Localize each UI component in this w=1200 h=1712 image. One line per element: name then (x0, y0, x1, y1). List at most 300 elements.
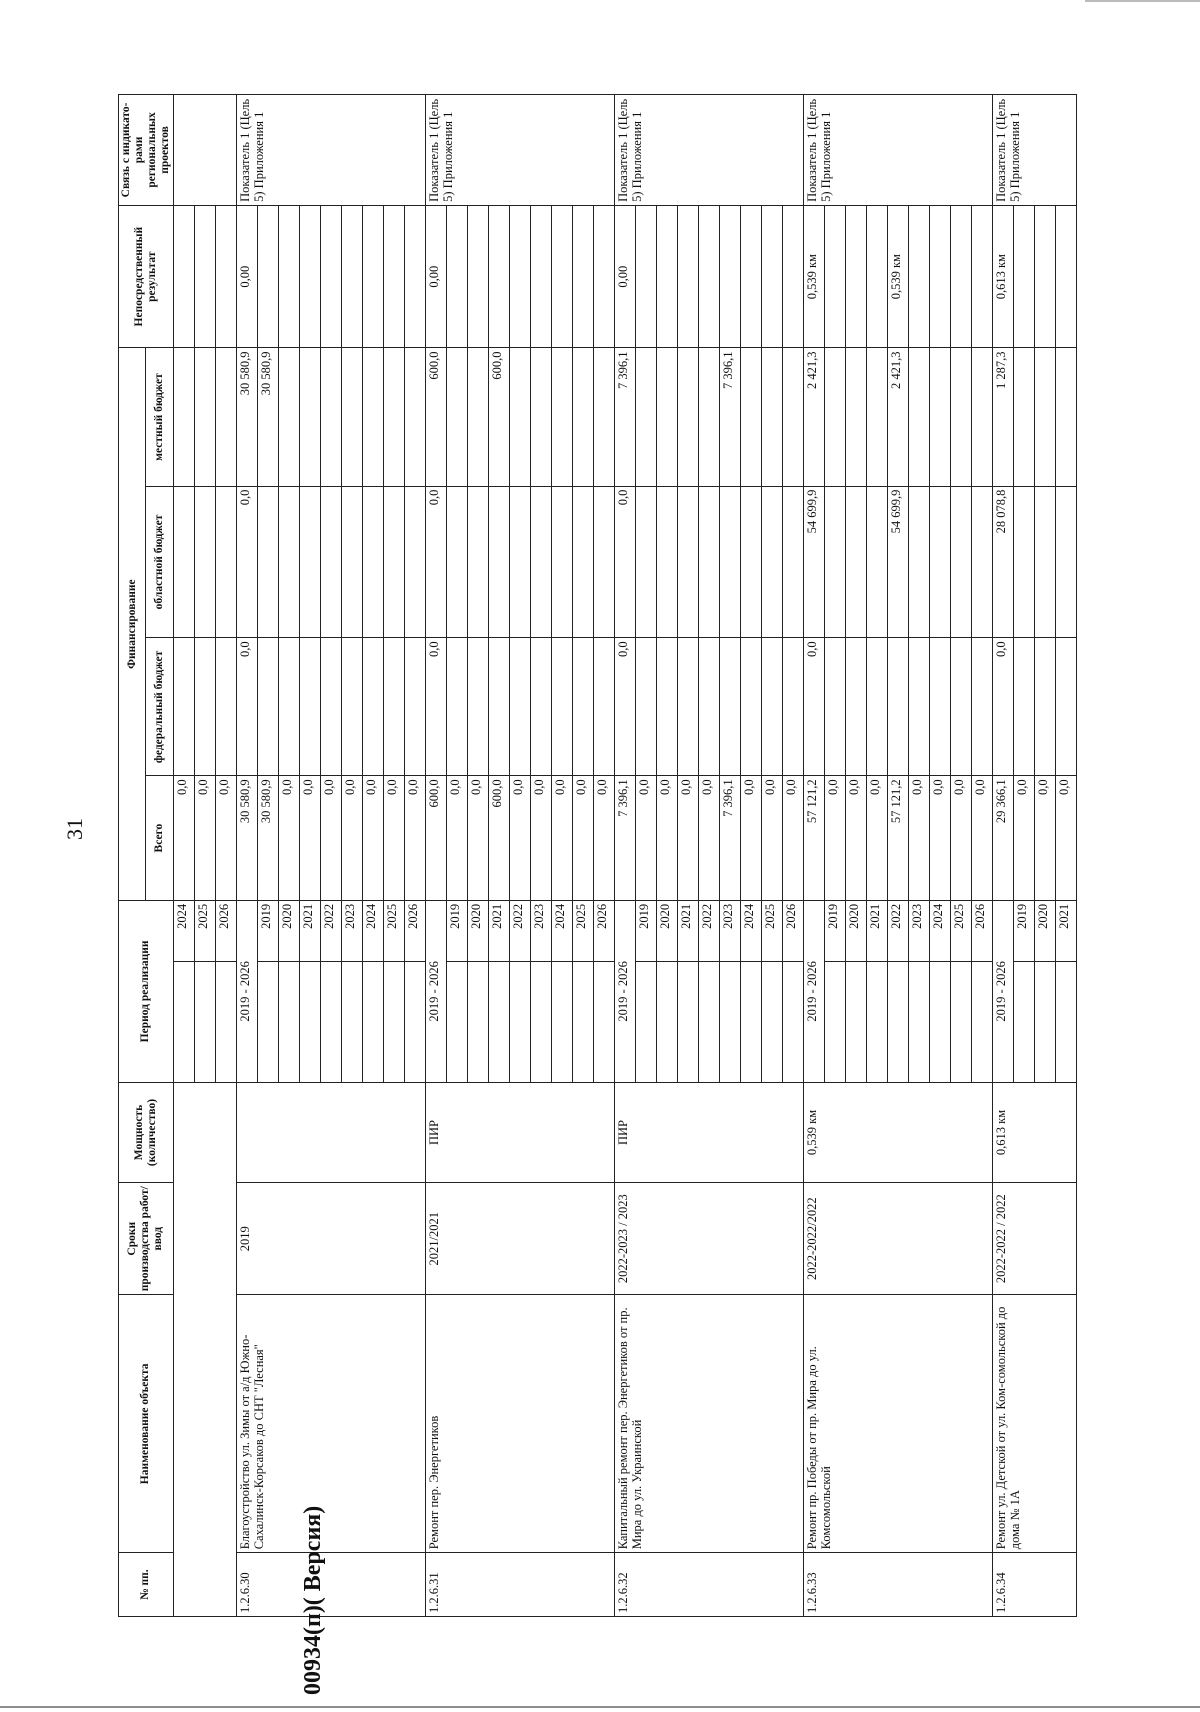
financing-table (118, 94, 1077, 1617)
federal-cell (761, 638, 782, 776)
local-cell (572, 348, 593, 486)
local-cell: 600,0 (488, 348, 509, 486)
header-total: Всего (146, 776, 173, 900)
total-cell: 0,0 (908, 776, 929, 900)
year-cell: 2020 (845, 900, 866, 961)
federal-cell (698, 638, 719, 776)
regional-cell (404, 486, 425, 638)
year-spacer (677, 961, 698, 1082)
year-spacer (467, 961, 488, 1082)
total-cell: 0,0 (971, 776, 992, 900)
year-cell: 2021 (1055, 900, 1076, 961)
regional-cell (761, 486, 782, 638)
federal-cell (320, 638, 341, 776)
header-row-1 (119, 95, 146, 1617)
year-cell: 2021 (677, 900, 698, 961)
period-cell: 2019 - 2026 (236, 900, 257, 1082)
federal-cell (1034, 638, 1055, 776)
result-cell: 0,613 км (992, 205, 1013, 348)
year-cell: 2020 (1034, 900, 1055, 961)
regional-cell: 0,0 (614, 486, 635, 638)
year-spacer (257, 961, 278, 1082)
local-cell (509, 348, 530, 486)
year-cell: 2024 (362, 900, 383, 961)
year-cell: 2021 (299, 900, 320, 961)
regional-cell (383, 486, 404, 638)
year-cell: 2024 (551, 900, 572, 961)
regional-cell (257, 486, 278, 638)
page-number: 31 (62, 818, 87, 840)
year-spacer (299, 961, 320, 1082)
object-capacity: 0,539 км (803, 1082, 992, 1182)
year-cell: 2025 (761, 900, 782, 961)
regional-cell (740, 486, 761, 638)
object-terms: 2019 (236, 1183, 425, 1295)
year-spacer (719, 961, 740, 1082)
period-cell: 2019 - 2026 (803, 900, 824, 1082)
header-period: Период реализации (119, 900, 174, 1082)
total-cell: 0,0 (1034, 776, 1055, 900)
total-cell: 0,0 (782, 776, 803, 900)
result-cell (782, 205, 803, 348)
local-cell (383, 348, 404, 486)
total-cell: 0,0 (509, 776, 530, 900)
year-spacer (950, 961, 971, 1082)
result-cell (824, 205, 845, 348)
year-cell: 2022 (320, 900, 341, 961)
total-cell: 0,0 (572, 776, 593, 900)
federal-cell (677, 638, 698, 776)
result-cell (362, 205, 383, 348)
link-cell (173, 95, 236, 206)
result-cell (551, 205, 572, 348)
total-cell: 0,0 (677, 776, 698, 900)
local-cell (866, 348, 887, 486)
document-footer: 00934(п)( Версия) (300, 1505, 326, 1695)
total-cell: 0,0 (467, 776, 488, 900)
regional-cell (593, 486, 614, 638)
federal-cell (908, 638, 929, 776)
total-cell: 0,0 (173, 776, 194, 900)
year-cell: 2019 (446, 900, 467, 961)
result-cell (1055, 205, 1076, 348)
federal-cell (845, 638, 866, 776)
total-cell: 0,0 (530, 776, 551, 900)
object-name: Ремонт пр. Победы от пр. Мира до ул. Комсомольской (803, 1295, 992, 1553)
total-cell: 30 580,9 (257, 776, 278, 900)
local-cell: 30 580,9 (236, 348, 257, 486)
result-cell (1013, 205, 1034, 348)
year-spacer (635, 961, 656, 1082)
year-spacer (488, 961, 509, 1082)
federal-cell (341, 638, 362, 776)
local-cell (656, 348, 677, 486)
header-num: № пп. (119, 1553, 174, 1617)
header-local: местный бюджет (146, 348, 173, 486)
total-cell: 0,0 (278, 776, 299, 900)
year-spacer (362, 961, 383, 1082)
regional-cell: 54 699,9 (803, 486, 824, 638)
federal-cell (194, 638, 215, 776)
federal-cell (173, 638, 194, 776)
total-cell: 30 580,9 (236, 776, 257, 900)
result-cell (299, 205, 320, 348)
result-cell (215, 205, 236, 348)
year-cell: 2024 (929, 900, 950, 961)
year-cell: 2023 (908, 900, 929, 961)
local-cell: 2 421,3 (887, 348, 908, 486)
regional-cell (446, 486, 467, 638)
total-cell: 0,0 (845, 776, 866, 900)
regional-cell (1055, 486, 1076, 638)
federal-cell (929, 638, 950, 776)
regional-cell (278, 486, 299, 638)
regional-cell (950, 486, 971, 638)
year-cell: 2019 (824, 900, 845, 961)
result-cell: 0,539 км (803, 205, 824, 348)
federal-cell (635, 638, 656, 776)
result-cell (719, 205, 740, 348)
federal-cell (950, 638, 971, 776)
local-cell (551, 348, 572, 486)
total-cell: 0,0 (446, 776, 467, 900)
year-cell: 2025 (572, 900, 593, 961)
federal-cell (530, 638, 551, 776)
object-num: 1.2.6.34 (992, 1553, 1076, 1617)
link-cell: Показатель 1 (Цель 5) Приложения 1 (425, 95, 614, 206)
year-cell: 2019 (1013, 900, 1034, 961)
object-num: 1.2.6.30 (236, 1553, 425, 1617)
year-spacer (404, 961, 425, 1082)
federal-cell (656, 638, 677, 776)
local-cell (782, 348, 803, 486)
regional-cell (677, 486, 698, 638)
local-cell (1034, 348, 1055, 486)
federal-cell (1055, 638, 1076, 776)
year-cell: 2020 (656, 900, 677, 961)
year-spacer (593, 961, 614, 1082)
federal-cell (446, 638, 467, 776)
year-cell: 2020 (278, 900, 299, 961)
object-terms: 2021/2021 (425, 1183, 614, 1295)
result-cell (866, 205, 887, 348)
year-cell: 2026 (971, 900, 992, 961)
regional-cell (635, 486, 656, 638)
year-cell: 2021 (488, 900, 509, 961)
year-spacer (1034, 961, 1055, 1082)
year-spacer (740, 961, 761, 1082)
local-cell (677, 348, 698, 486)
result-cell (278, 205, 299, 348)
regional-cell (488, 486, 509, 638)
local-cell (320, 348, 341, 486)
result-cell (845, 205, 866, 348)
year-spacer (887, 961, 908, 1082)
link-cell: Показатель 1 (Цель 5) Приложения 1 (992, 95, 1076, 206)
regional-cell (509, 486, 530, 638)
local-cell: 2 421,3 (803, 348, 824, 486)
total-cell: 0,0 (383, 776, 404, 900)
year-spacer (320, 961, 341, 1082)
total-cell: 0,0 (929, 776, 950, 900)
result-cell (173, 205, 194, 348)
total-cell: 0,0 (194, 776, 215, 900)
result-cell (950, 205, 971, 348)
year-spacer (530, 961, 551, 1082)
result-cell: 0,00 (236, 205, 257, 348)
year-spacer (698, 961, 719, 1082)
year-cell: 2026 (593, 900, 614, 961)
federal-cell (593, 638, 614, 776)
year-spacer (656, 961, 677, 1082)
local-cell (824, 348, 845, 486)
object-name: Ремонт ул. Детской от ул. Ком-сомольской до дома № 1А (992, 1295, 1076, 1553)
federal-cell (740, 638, 761, 776)
result-cell (341, 205, 362, 348)
financing-table-wrapper (118, 94, 1071, 1617)
federal-cell (488, 638, 509, 776)
total-cell: 0,0 (824, 776, 845, 900)
link-cell: Показатель 1 (Цель 5) Приложения 1 (614, 95, 803, 206)
year-spacer (929, 961, 950, 1082)
year-spacer (1013, 961, 1034, 1082)
regional-cell: 54 699,9 (887, 486, 908, 638)
total-cell: 0,0 (593, 776, 614, 900)
local-cell (194, 348, 215, 486)
local-cell (845, 348, 866, 486)
local-cell (1013, 348, 1034, 486)
result-cell (257, 205, 278, 348)
local-cell (740, 348, 761, 486)
year-spacer (971, 961, 992, 1082)
federal-cell (257, 638, 278, 776)
year-cell: 2023 (341, 900, 362, 961)
result-cell (1034, 205, 1055, 348)
local-cell (761, 348, 782, 486)
federal-cell (299, 638, 320, 776)
regional-cell (341, 486, 362, 638)
object-name: Капитальный ремонт пер. Энергетиков от пр. Мира до ул. Украинской (614, 1295, 803, 1553)
carryover-spacer (173, 1082, 236, 1616)
header-result: Непосредственный результат (119, 205, 174, 348)
regional-cell (782, 486, 803, 638)
object-capacity: ПИР (614, 1082, 803, 1182)
year-cell: 2020 (467, 900, 488, 961)
local-cell (908, 348, 929, 486)
total-cell: 29 366,1 (992, 776, 1013, 900)
federal-cell: 0,0 (992, 638, 1013, 776)
federal-cell: 0,0 (425, 638, 446, 776)
year-cell: 2026 (404, 900, 425, 961)
local-cell (173, 348, 194, 486)
local-cell (404, 348, 425, 486)
federal-cell (215, 638, 236, 776)
regional-cell (173, 486, 194, 638)
federal-cell (572, 638, 593, 776)
result-cell (740, 205, 761, 348)
federal-cell: 0,0 (236, 638, 257, 776)
object-row (236, 95, 257, 1617)
local-cell (971, 348, 992, 486)
regional-cell (1013, 486, 1034, 638)
local-cell: 1 287,3 (992, 348, 1013, 486)
year-cell: 2022 (887, 900, 908, 961)
result-cell (908, 205, 929, 348)
result-cell (320, 205, 341, 348)
year-spacer (194, 961, 215, 1082)
regional-cell: 28 078,8 (992, 486, 1013, 638)
result-cell (677, 205, 698, 348)
local-cell (950, 348, 971, 486)
regional-cell (530, 486, 551, 638)
header-regional: областной бюджет (146, 486, 173, 638)
year-spacer (173, 961, 194, 1082)
year-spacer (215, 961, 236, 1082)
year-cell: 2019 (635, 900, 656, 961)
object-name: Ремонт пер. Энергетиков (425, 1295, 614, 1553)
regional-cell (215, 486, 236, 638)
year-cell: 2025 (950, 900, 971, 961)
object-row (614, 95, 635, 1617)
header-terms: Сроки производства работ/ввод (119, 1183, 174, 1295)
local-cell: 7 396,1 (719, 348, 740, 486)
year-cell: 2021 (866, 900, 887, 961)
result-cell (467, 205, 488, 348)
federal-cell (509, 638, 530, 776)
federal-cell (404, 638, 425, 776)
year-cell: 2022 (509, 900, 530, 961)
year-spacer (782, 961, 803, 1082)
object-row (425, 95, 446, 1617)
regional-cell (194, 486, 215, 638)
year-spacer (761, 961, 782, 1082)
object-capacity: 0,613 км (992, 1082, 1076, 1182)
regional-cell (971, 486, 992, 638)
total-cell: 0,0 (551, 776, 572, 900)
year-spacer (278, 961, 299, 1082)
federal-cell (971, 638, 992, 776)
total-cell: 0,0 (740, 776, 761, 900)
object-name: Благоустройство ул. Зимы от а/д Южно-Сахалинск-Корсаков до СНТ "Лесная" (236, 1295, 425, 1553)
year-cell: 2026 (782, 900, 803, 961)
regional-cell (1034, 486, 1055, 638)
local-cell (1055, 348, 1076, 486)
total-cell: 0,0 (404, 776, 425, 900)
object-capacity: ПИР (425, 1082, 614, 1182)
regional-cell (467, 486, 488, 638)
year-spacer (509, 961, 530, 1082)
year-spacer (824, 961, 845, 1082)
federal-cell: 0,0 (614, 638, 635, 776)
result-cell (929, 205, 950, 348)
total-cell: 0,0 (950, 776, 971, 900)
local-cell (278, 348, 299, 486)
regional-cell (320, 486, 341, 638)
result-cell: 0,00 (425, 205, 446, 348)
year-spacer (341, 961, 362, 1082)
object-row (803, 95, 824, 1617)
object-num: 1.2.6.31 (425, 1553, 614, 1617)
local-cell: 7 396,1 (614, 348, 635, 486)
year-spacer (1055, 961, 1076, 1082)
object-row (992, 95, 1013, 1617)
federal-cell: 0,0 (803, 638, 824, 776)
result-cell (488, 205, 509, 348)
total-cell: 0,0 (635, 776, 656, 900)
carryover-row (173, 95, 194, 1617)
year-spacer (551, 961, 572, 1082)
regional-cell (908, 486, 929, 638)
regional-cell (656, 486, 677, 638)
local-cell (698, 348, 719, 486)
regional-cell (362, 486, 383, 638)
regional-cell (845, 486, 866, 638)
regional-cell: 0,0 (236, 486, 257, 638)
federal-cell (866, 638, 887, 776)
link-cell: Показатель 1 (Цель 5) Приложения 1 (803, 95, 992, 206)
result-cell (530, 205, 551, 348)
local-cell (362, 348, 383, 486)
header-name: Наименование объекта (119, 1295, 174, 1553)
object-capacity (236, 1082, 425, 1182)
total-cell: 0,0 (1013, 776, 1034, 900)
link-cell: Показатель 1 (Цель 5) Приложения 1 (236, 95, 425, 206)
local-cell (593, 348, 614, 486)
table-body (173, 95, 1076, 1617)
federal-cell (824, 638, 845, 776)
total-cell: 7 396,1 (614, 776, 635, 900)
result-cell: 0,539 км (887, 205, 908, 348)
regional-cell (824, 486, 845, 638)
regional-cell (299, 486, 320, 638)
header-financing: Финансирование (119, 348, 146, 900)
year-cell: 2024 (740, 900, 761, 961)
total-cell: 0,0 (761, 776, 782, 900)
header-federal: федеральный бюджет (146, 638, 173, 776)
object-num: 1.2.6.32 (614, 1553, 803, 1617)
result-cell (635, 205, 656, 348)
regional-cell (866, 486, 887, 638)
period-cell: 2019 - 2026 (425, 900, 446, 1082)
federal-cell (467, 638, 488, 776)
year-cell: 2025 (194, 900, 215, 961)
local-cell (635, 348, 656, 486)
year-cell: 2023 (530, 900, 551, 961)
federal-cell (383, 638, 404, 776)
federal-cell (782, 638, 803, 776)
year-spacer (446, 961, 467, 1082)
total-cell: 0,0 (656, 776, 677, 900)
regional-cell (551, 486, 572, 638)
year-cell: 2026 (215, 900, 236, 961)
object-terms: 2022-2022/2022 (803, 1183, 992, 1295)
total-cell: 7 396,1 (719, 776, 740, 900)
local-cell (341, 348, 362, 486)
year-spacer (572, 961, 593, 1082)
object-terms: 2022-2023 / 2023 (614, 1183, 803, 1295)
total-cell: 0,0 (341, 776, 362, 900)
result-cell (404, 205, 425, 348)
year-cell: 2022 (698, 900, 719, 961)
header-link: Связь с индикато-рами региональных проектов (119, 95, 174, 206)
regional-cell (698, 486, 719, 638)
local-cell: 600,0 (425, 348, 446, 486)
year-spacer (908, 961, 929, 1082)
year-cell: 2025 (383, 900, 404, 961)
result-cell (656, 205, 677, 348)
header-capacity: Мощность (количество) (119, 1082, 174, 1182)
scan-edge-top (1085, 0, 1200, 2)
